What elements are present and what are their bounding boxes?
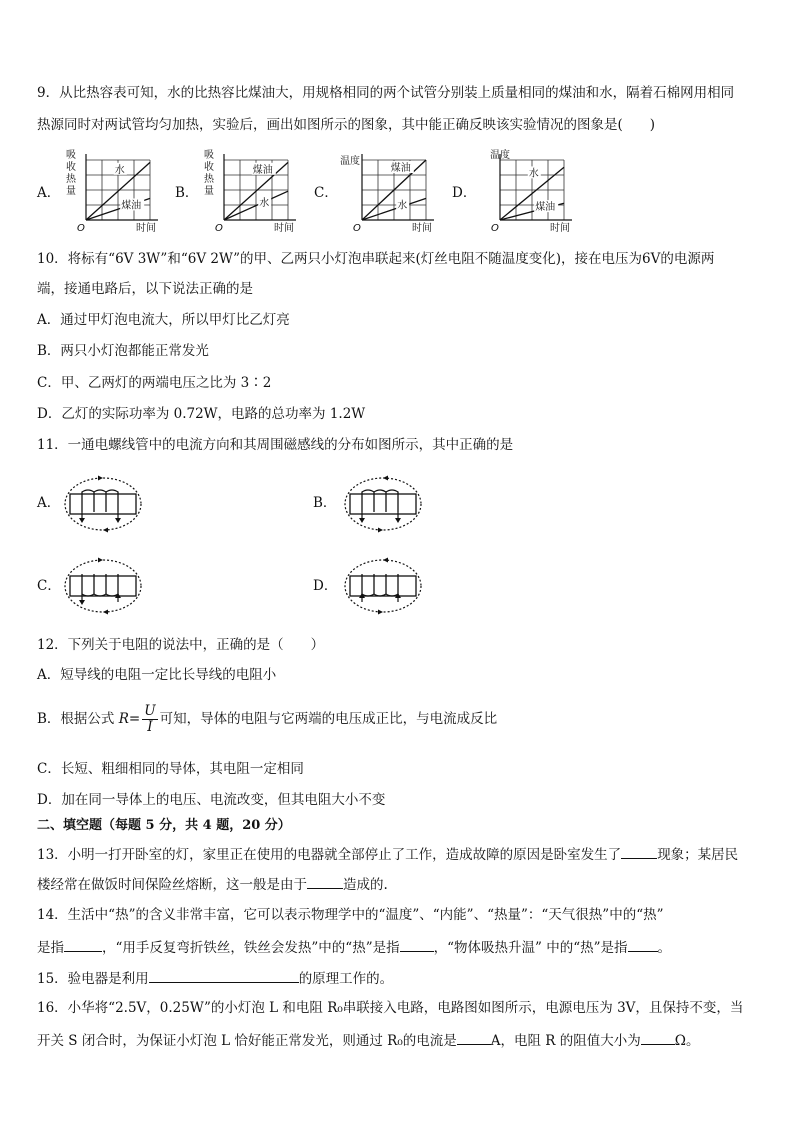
- q13-text-1a: 13．小明一打开卧室的灯，家里正在使用的电器就全部停止了工作，造成故障的原因是卧室发生了: [37, 847, 622, 863]
- field-arrow-icon: [98, 476, 103, 481]
- q10-option-d: D．乙灯的实际功率为 0.72W，电路的总功率为 1.2W: [37, 406, 366, 422]
- q14-blank-1[interactable]: [64, 937, 102, 952]
- origin-label: O: [491, 223, 499, 234]
- field-arrow-icon: [378, 528, 383, 533]
- series-label: 煤油: [535, 202, 556, 214]
- graph-canvas: [478, 148, 588, 234]
- q14-text-line2: [37, 937, 671, 957]
- q9-option-d-label: D．: [452, 185, 477, 201]
- q14-text-line1: 14．生活中“热”的含义非常丰富，它可以表示物理学中的“温度”、“内能”、“热量”：“天气很热”中的“热”: [37, 907, 664, 923]
- q11-solenoid-b: [342, 474, 424, 534]
- q14-blank-3[interactable]: [628, 937, 658, 952]
- x-axis-label: 时间: [550, 223, 570, 234]
- q11-text-line1: 11．一通电螺线管中的电流方向和其周围磁感线的分布如图所示，其中正确的是: [37, 437, 514, 453]
- q9-graph-b: [202, 148, 312, 238]
- field-arrow-icon: [103, 610, 108, 615]
- y-axis-label: 温度: [490, 150, 510, 161]
- graph-canvas: [340, 148, 450, 234]
- y-axis-label: 量: [204, 186, 214, 197]
- q12-option-a: A．短导线的电阻一定比长导线的电阻小: [37, 667, 277, 683]
- q9-graph-c: [340, 148, 450, 238]
- q13-blank-1[interactable]: [621, 844, 657, 859]
- current-arrow-icon: [359, 518, 365, 523]
- q9-option-b-label: B．: [175, 185, 199, 201]
- q9-option-a-label: A．: [37, 185, 61, 201]
- q12-option-b: [37, 702, 497, 736]
- origin-label: O: [77, 223, 85, 234]
- series-label: 煤油: [252, 164, 273, 176]
- q14-text-2d: 。: [657, 940, 672, 956]
- q16-text-line1: 16．小华将“2.5V，0.25W”的小灯泡 L 和电阻 R₀串联接入电路，电路图如图所示，电源电压为 3V，且保持不变，当: [37, 1000, 744, 1016]
- q13-blank-2[interactable]: [307, 874, 343, 889]
- series-label: 水: [528, 168, 539, 180]
- q9-option-c-label: C．: [314, 185, 338, 201]
- current-arrow-icon: [395, 518, 401, 523]
- q16-text-2c: Ω。: [674, 1033, 700, 1049]
- q16-blank-1[interactable]: [457, 1030, 491, 1045]
- q16-text-line2: [37, 1030, 699, 1050]
- q12-formula-fraction: [142, 704, 157, 735]
- series-label: 水: [114, 164, 125, 176]
- q15-text: [37, 968, 393, 988]
- q16-text-2a: 开关 S 闭合时，为保证小灯泡 L 恰好能正常发光，则通过 R₀的电流是: [37, 1033, 457, 1049]
- q16-text-2b: A，电阻 R 的阻值大小为: [490, 1033, 641, 1049]
- q12-formula-numerator: U: [144, 703, 156, 719]
- q15-text-a: 15．验电器是利用: [37, 971, 149, 987]
- q13-text-2a: 楼经常在做饭时间保险丝熔断，这一般是由于: [37, 877, 307, 893]
- y-axis-label: 吸: [204, 150, 214, 161]
- y-axis-label: 温度: [340, 156, 360, 167]
- q15-blank[interactable]: [149, 968, 299, 983]
- q13-text-1b: 现象；某居民: [657, 847, 739, 863]
- q15-text-b: 的原理工作的。: [298, 971, 394, 987]
- y-axis-label: 收: [66, 162, 76, 173]
- field-arrow-icon: [383, 558, 388, 563]
- field-arrow-icon: [378, 610, 383, 615]
- current-arrow-icon: [79, 518, 85, 523]
- q16-blank-2[interactable]: [641, 1030, 675, 1045]
- q11-option-d-label: D．: [313, 578, 338, 594]
- current-arrow-icon: [79, 600, 85, 605]
- q14-blank-2[interactable]: [400, 937, 434, 952]
- series-label: 水: [259, 197, 270, 209]
- solenoid-core: [350, 494, 416, 514]
- y-axis-label: 吸: [66, 150, 76, 161]
- q9-text-line1: 9．从比热容表可知，水的比热容比煤油大，用规格相同的两个试管分别装上质量相同的煤油和水，隔着石棉网用相同: [37, 85, 735, 101]
- q11-solenoid-d: [342, 556, 424, 616]
- q10-option-c: C．甲、乙两灯的两端电压之比为 3∶2: [37, 375, 272, 391]
- y-axis-label: 热: [66, 174, 76, 185]
- q12-option-d: D．加在同一导体上的电压、电流改变，但其电阻大小不变: [37, 792, 386, 808]
- solenoid-core: [70, 576, 136, 596]
- q13-text-2b: 造成的.: [343, 877, 388, 893]
- series-label: 煤油: [121, 200, 142, 212]
- graph-canvas: [64, 148, 174, 234]
- q13-text-line2: [37, 874, 388, 894]
- q10-text-line1: 10．将标有“6V 3W”和“6V 2W”的甲、乙两只小灯泡串联起来(灯丝电阻不随温度变化)，接在电压为6V的电源两: [37, 251, 715, 267]
- q12-formula-lhs: R=: [118, 711, 141, 727]
- q9-graph-d: [478, 148, 588, 238]
- x-axis-label: 时间: [274, 223, 294, 234]
- y-axis-label: 热: [204, 174, 214, 185]
- q13-text-line1: [37, 844, 738, 864]
- solenoid-core: [350, 576, 416, 596]
- origin-label: O: [353, 223, 361, 234]
- y-axis-label: 量: [66, 186, 76, 197]
- x-axis-label: 时间: [136, 223, 156, 234]
- q12-option-b-suffix: 可知，导体的电阻与它两端的电压成正比，与电流成反比: [159, 711, 498, 727]
- q10-option-b: B．两只小灯泡都能正常发光: [37, 343, 209, 359]
- q9-graph-a: [64, 148, 174, 238]
- q11-option-b-label: B．: [313, 495, 337, 511]
- graph-canvas: [202, 148, 312, 234]
- section-heading: 二、填空题（每题 5 分，共 4 题，20 分）: [37, 818, 291, 833]
- q14-text-2c: ，“物体吸热升温” 中的“热”是指: [433, 940, 628, 956]
- q10-option-a: A．通过甲灯泡电流大，所以甲灯比乙灯亮: [37, 312, 290, 328]
- q12-option-b-prefix: B．根据公式: [37, 711, 119, 727]
- q12-formula-denominator: I: [147, 719, 153, 735]
- q12-text-line1: 12．下列关于电阻的说法中，正确的是（ ）: [37, 637, 325, 653]
- solenoid-core: [70, 494, 136, 514]
- q14-text-2a: 是指: [37, 940, 64, 956]
- current-arrow-icon: [115, 518, 121, 523]
- q10-text-line2: 端，接通电路后，以下说法正确的是: [37, 281, 253, 297]
- q11-option-c-label: C．: [37, 578, 61, 594]
- field-arrow-icon: [98, 558, 103, 563]
- y-axis-label: 收: [204, 162, 214, 173]
- q14-text-2b: ，“用手反复弯折铁丝，铁丝会发热”中的“热”是指: [102, 940, 400, 956]
- q12-option-c: C．长短、粗细相同的导体，其电阻一定相同: [37, 761, 304, 777]
- series-label: 煤油: [390, 163, 411, 174]
- origin-label: O: [215, 223, 223, 234]
- q11-solenoid-c: [62, 556, 144, 616]
- field-arrow-icon: [103, 528, 108, 533]
- x-axis-label: 时间: [412, 223, 432, 234]
- q11-solenoid-a: [62, 474, 144, 534]
- q9-text-line2: 热源同时对两试管均匀加热，实验后，画出如图所示的图象，其中能正确反映该实验情况的图象是( ): [37, 117, 656, 133]
- field-arrow-icon: [383, 476, 388, 481]
- q11-option-a-label: A．: [37, 495, 61, 511]
- series-label: 水: [397, 200, 408, 212]
